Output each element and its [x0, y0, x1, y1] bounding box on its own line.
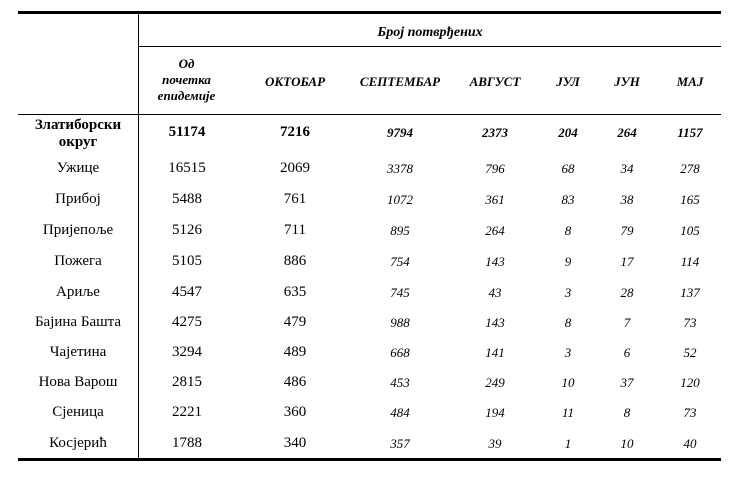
table-cell: 886	[283, 253, 307, 269]
table-cell: 165	[680, 192, 700, 207]
row-name: Чајетина	[49, 344, 107, 360]
row-name: Нова Варош	[38, 374, 118, 390]
table-cell: 635	[283, 284, 307, 300]
col-header-line: Од	[178, 56, 195, 71]
total-row-cell: 9794	[387, 125, 413, 140]
row-name: Косјерић	[49, 435, 107, 451]
table-cell: 4275	[172, 314, 202, 330]
table-cell: 83	[561, 192, 575, 207]
col-header-line: епидемије	[157, 88, 216, 103]
table-cell: 4547	[172, 284, 202, 300]
table-cell: 2221	[172, 404, 202, 420]
col-header-line: СЕПТЕМБАР	[359, 74, 441, 89]
table-cell: 361	[485, 192, 505, 207]
table-cell: 357	[390, 436, 410, 451]
table-cell: 37	[620, 375, 634, 390]
row-name-line: округ	[58, 134, 98, 150]
col-header-line: ОКТОБАР	[264, 74, 326, 89]
table-cell: 194	[485, 405, 505, 420]
table-cell: 68	[561, 161, 575, 176]
row-name: Бајина Башта	[34, 314, 122, 330]
table-cell: 141	[485, 345, 505, 360]
col-header-line: ЈУН	[614, 74, 640, 89]
table-cell: 3	[564, 285, 572, 300]
table-cell: 479	[283, 314, 307, 330]
col-header-october	[245, 74, 345, 90]
table-cell: 38	[620, 192, 634, 207]
total-row-cell: 7216	[280, 124, 310, 140]
total-row-cell: 2373	[482, 125, 508, 140]
total-row-cell: 204	[558, 125, 578, 140]
table-cell: 43	[488, 285, 502, 300]
table-cell: 10	[561, 375, 575, 390]
table-cell: 8	[564, 223, 572, 238]
table-cell: 754	[390, 254, 410, 269]
row-name: Ариље	[56, 284, 100, 300]
table-cell: 761	[283, 191, 307, 207]
table-cell: 8	[623, 405, 631, 420]
col-header-may	[658, 74, 722, 90]
col-header-line: ЈУЛ	[556, 74, 580, 89]
table-cell: 264	[485, 223, 505, 238]
table-cell: 143	[485, 315, 505, 330]
row-name: Пожега	[54, 253, 102, 269]
table-cell: 486	[283, 374, 307, 390]
col-header-august	[455, 74, 535, 90]
col-header-june	[598, 74, 656, 90]
table-cell: 5488	[172, 191, 202, 207]
table-cell: 10	[620, 436, 634, 451]
table-cell: 1072	[387, 192, 413, 207]
row-name: Прибој	[55, 191, 101, 207]
table-cell: 711	[284, 222, 306, 238]
table-cell: 3294	[172, 344, 202, 360]
table-cell: 988	[390, 315, 410, 330]
table-cell: 5126	[172, 222, 202, 238]
table-cell: 105	[680, 223, 700, 238]
table-header-bottom-rule	[18, 114, 721, 115]
table-cell: 1788	[172, 435, 202, 451]
table-cell: 360	[283, 404, 307, 420]
row-name: Пријепоље	[42, 222, 114, 238]
table-cell: 120	[680, 375, 700, 390]
table-cell: 34	[620, 161, 634, 176]
table-cell: 3	[564, 345, 572, 360]
table-cell: 2069	[280, 160, 310, 176]
table-bottom-rule	[18, 458, 721, 461]
table-cell: 796	[485, 161, 505, 176]
row-name: Ужице	[56, 160, 100, 176]
table-cell: 278	[680, 161, 700, 176]
table-cell: 28	[620, 285, 634, 300]
row-name: Сјеница	[52, 404, 104, 420]
table-cell: 52	[683, 345, 697, 360]
table-cell: 17	[620, 254, 634, 269]
table-cell: 8	[564, 315, 572, 330]
col-header-september	[346, 74, 454, 90]
table-top-rule	[18, 11, 721, 14]
table-cell: 9	[564, 254, 572, 269]
row-name-total	[18, 117, 138, 151]
table-cell: 1	[564, 436, 572, 451]
row-name-line: Златиборски	[34, 117, 122, 133]
table-cell: 40	[683, 436, 697, 451]
col-header-july	[540, 74, 596, 90]
table-cell: 249	[485, 375, 505, 390]
table-cell: 5105	[172, 253, 202, 269]
table-cell: 6	[623, 345, 631, 360]
table-cell: 484	[390, 405, 410, 420]
total-row-cell: 1157	[677, 125, 703, 140]
table-cell: 453	[390, 375, 410, 390]
col-header-line: АВГУСТ	[469, 74, 521, 89]
group-header: Број потврђених	[377, 25, 483, 40]
table-cell: 668	[390, 345, 410, 360]
col-header-line: почетка	[162, 72, 211, 87]
table-cell: 73	[683, 315, 697, 330]
table-cell: 2815	[172, 374, 202, 390]
table-cell: 114	[680, 254, 700, 269]
table-cell: 3378	[387, 161, 413, 176]
table-cell: 7	[623, 315, 631, 330]
table-cell: 79	[620, 223, 634, 238]
total-row-cell: 51174	[168, 124, 206, 140]
table-cell: 16515	[168, 160, 206, 176]
table-cell: 143	[485, 254, 505, 269]
col-header-line: МАЈ	[676, 74, 704, 89]
table-group-header-rule	[139, 46, 721, 47]
table-cell: 489	[283, 344, 307, 360]
table-cell: 39	[488, 436, 502, 451]
table-cell: 11	[561, 405, 575, 420]
col-header-total	[139, 56, 234, 104]
table-cell: 745	[390, 285, 410, 300]
table-cell: 895	[390, 223, 410, 238]
table-cell: 73	[683, 405, 697, 420]
table-cell: 340	[283, 435, 307, 451]
total-row-cell: 264	[617, 125, 637, 140]
table-cell: 137	[680, 285, 700, 300]
